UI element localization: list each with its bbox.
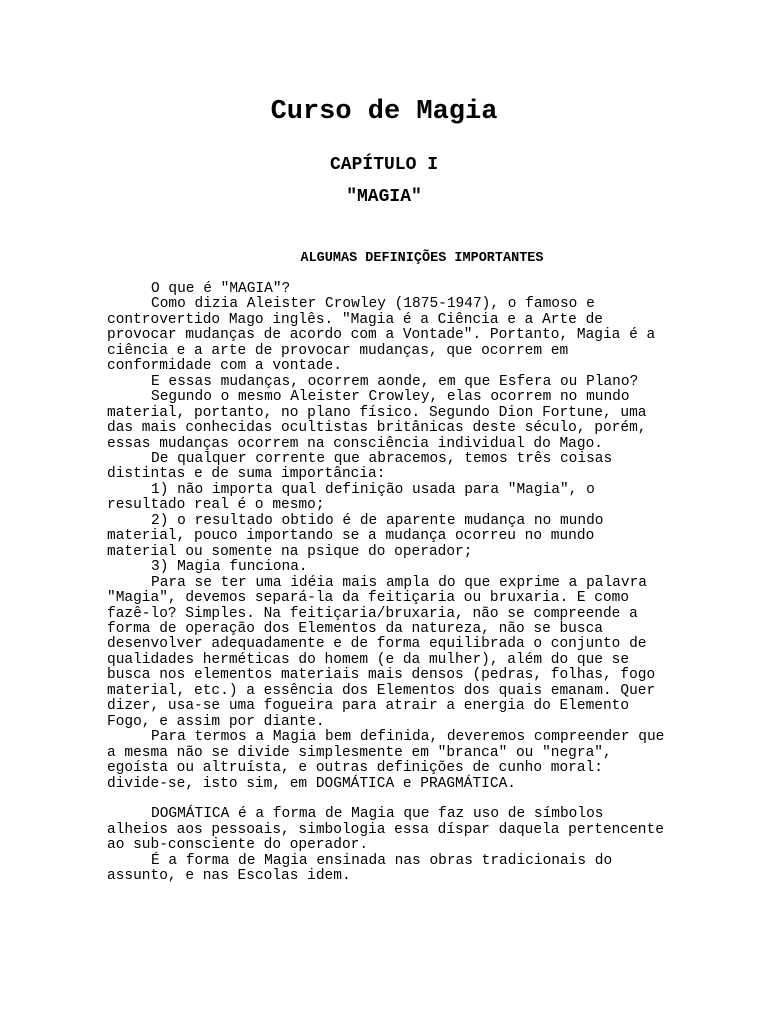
paragraph: DOGMÁTICA é a forma de Magia que faz uso de símbolos alheios aos pessoais, simbologia essa díspar daquela pertencente ao sub-consciente do operador.	[107, 806, 664, 854]
chapter-heading: CAPÍTULO I	[329, 155, 439, 175]
section-heading: ALGUMAS DEFINIÇÕES IMPORTANTES	[300, 251, 544, 266]
document-title: Curso de Magia	[270, 97, 498, 127]
paragraph: É a forma de Magia ensinada nas obras tradicionais do assunto, e nas Escolas idem.	[107, 852, 613, 885]
paragraph: De qualquer corrente que abracemos, temos três coisas distintas e de suma importância:	[107, 450, 613, 483]
paragraph: 3) Magia funciona.	[151, 559, 308, 576]
body-text	[107, 282, 667, 885]
paragraph: Para se ter uma idéia mais ampla do que exprime a palavra "Magia", devemos separá-la da feitiçaria ou bruxaria. E como fazê-lo? Simples. Na feitiçaria/bruxaria, não se compreende a forma de operação dos Elementos da natureza, não se busca desenvolver adequadamente e de forma equilibrada o conjunto de qualidades herméticas do homem (e da mulher), além do que se busca nos elementos materiais mais densos (pedras, folhas, fogo material, etc.) a essência dos Elementos dos quais emanam. Quer dizer, usa-se uma fogueira para atrair a energia do Elemento Fogo, e assim por diante.	[107, 574, 656, 730]
paragraph: O que é "MAGIA"?	[151, 281, 291, 297]
paragraph: 1) não importa qual definição usada para "Magia", o resultado real é o mesmo;	[107, 481, 595, 514]
paragraph: Como dizia Aleister Crowley (1875-1947), o famoso e controvertido Mago inglês. "Magia é a Ciência e a Arte de provocar mudanças de acordo com a Vontade". Portanto, Magia é a ciência e a arte de provocar mudanças, que ocorrem em conformidade com a vontade.	[107, 296, 656, 375]
paragraph: E essas mudanças, ocorrem aonde, em que Esfera ou Plano?	[151, 373, 639, 390]
paragraph: Para termos a Magia bem definida, deveremos compreender que a mesma não se divide simplesmente em "branca" ou "negra", egoísta ou altruísta, e outras definições de cunho moral: divide-se, isto sim, em DOGMÁTICA e PRAGMÁTICA.	[107, 729, 665, 792]
paragraph: Segundo o mesmo Aleister Crowley, elas ocorrem no mundo material, portanto, no plano físico. Segundo Dion Fortune, uma das mais conhecidas ocultistas britânicas deste século, porém, essas mudanças ocorrem na consciência individual do Mago.	[107, 389, 647, 452]
paragraph: 2) o resultado obtido é de aparente mudança no mundo material, pouco importando se a mudança ocorreu no mundo material ou somente na psique do operador;	[107, 512, 604, 560]
chapter-subtitle: "MAGIA"	[346, 187, 422, 207]
